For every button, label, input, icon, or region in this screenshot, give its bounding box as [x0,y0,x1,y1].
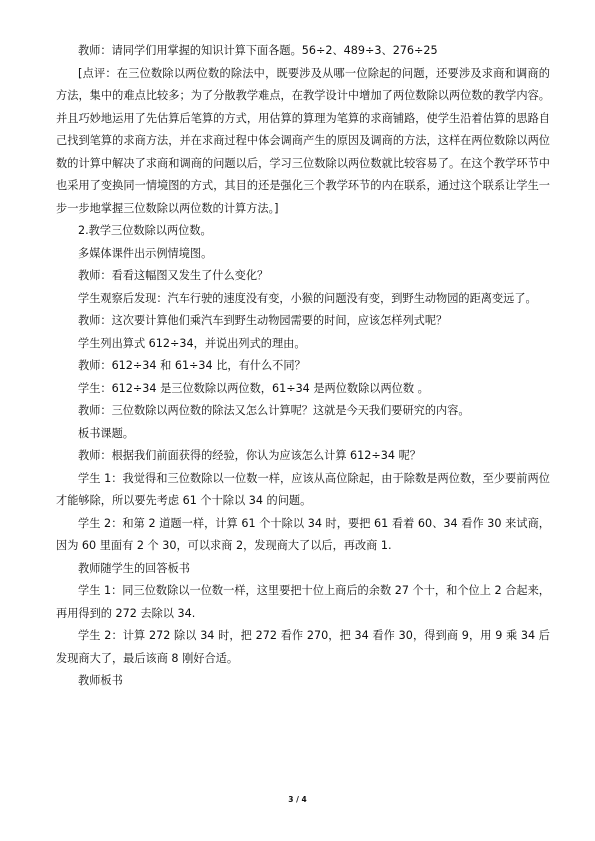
paragraph-9: 教师：612÷34 和 61÷34 比，有什么不同？ [78,359,306,372]
page-content [56,40,550,693]
paragraph-14: 学生 1：我觉得和三位数除以一位数一样，应该从高位除起，由于除数是两位数，至少要前两位才能够除，所以要先考虑 61 个十除以 34 的问题。 [56,471,550,507]
paragraph-1: 教师：请同学们用掌握的知识计算下面各题。56÷2、489÷3、276÷25 [78,44,438,57]
paragraph-13: 教师：根据我们前面获得的经验，你认为应该怎么计算 612÷34 呢？ [78,449,421,462]
paragraph-11: 教师：三位数除以两位数的除法又怎么计算呢？这就是今天我们要研究的内容。 [78,404,470,417]
page-number: 3 / 4 [288,795,307,804]
paragraph-19: 教师板书 [78,674,123,687]
paragraph-10: 学生：612÷34 是三位数除以两位数，61÷34 是两位数除以两位数 。 [78,381,429,395]
paragraph-15: 学生 2：和第 2 道题一样，计算 61 个十除以 34 时，要把 61 看着 60、34 看作 30 来试商，因为 60 里面有 2 个 30，可以求商 2，发现商大了以后，再改商 1. [56,516,550,552]
paragraph-4: 多媒体课件出示例情境图。 [78,246,213,260]
paragraph-12: 板书课题。 [78,426,134,440]
paragraph-5: 教师：看看这幅图又发生了什么变化？ [78,269,269,282]
paragraph-7: 教师：这次要计算他们乘汽车到野生动物园需要的时间，应该怎样列式呢？ [78,314,448,327]
paragraph-6: 学生观察后发现：汽车行驶的速度没有变，小猴的问题没有变，到野生动物园的距离变远了。 [78,291,537,305]
paragraph-18: 学生 2：计算 272 除以 34 时，把 272 看作 270，把 34 看作 30，得到商 9，用 9 乘 34 后发现商大了，最后该商 8 刚好合适。 [56,629,550,665]
paragraph-17: 学生 1：同三位数除以一位数一样，这里要把十位上商后的余数 27 个十，和个位上 2 合起来，再用得到的 272 去除以 34. [56,584,550,620]
paragraph-2: [点评：在三位数除以两位数的除法中，既要涉及从哪一位除起的问题，还要涉及求商和调商的方法，集中的难点比较多；为了分散教学难点，在教学设计中增加了两位数除以两位数的教学内容。并且巧妙地运用了先估算后笔算的方式，用估算的算理为笔算的求商铺路，使学生沿着估算的思路自己找到笔算的求商方法，并在求商过程中体会调商产生的原因及调商的方法，这样在两位数除以两位数的计算中解决了求商和调商的问题以后，学习三位数除以两位数就比较容易了。在这个教学环节中也采用了变换同一情境图的方式，其目的还是强化三个教学环节的内在联系，通过这个联系让学生一步一步地掌握三位数除以两位数的计算方法。] [56,66,550,215]
paragraph-8: 学生列出算式 612÷34，并说出列式的理由。 [78,336,306,350]
paragraph-16: 教师随学生的回答板书 [78,561,190,575]
paragraph-3: 2.教学三位数除以两位数。 [78,224,212,237]
